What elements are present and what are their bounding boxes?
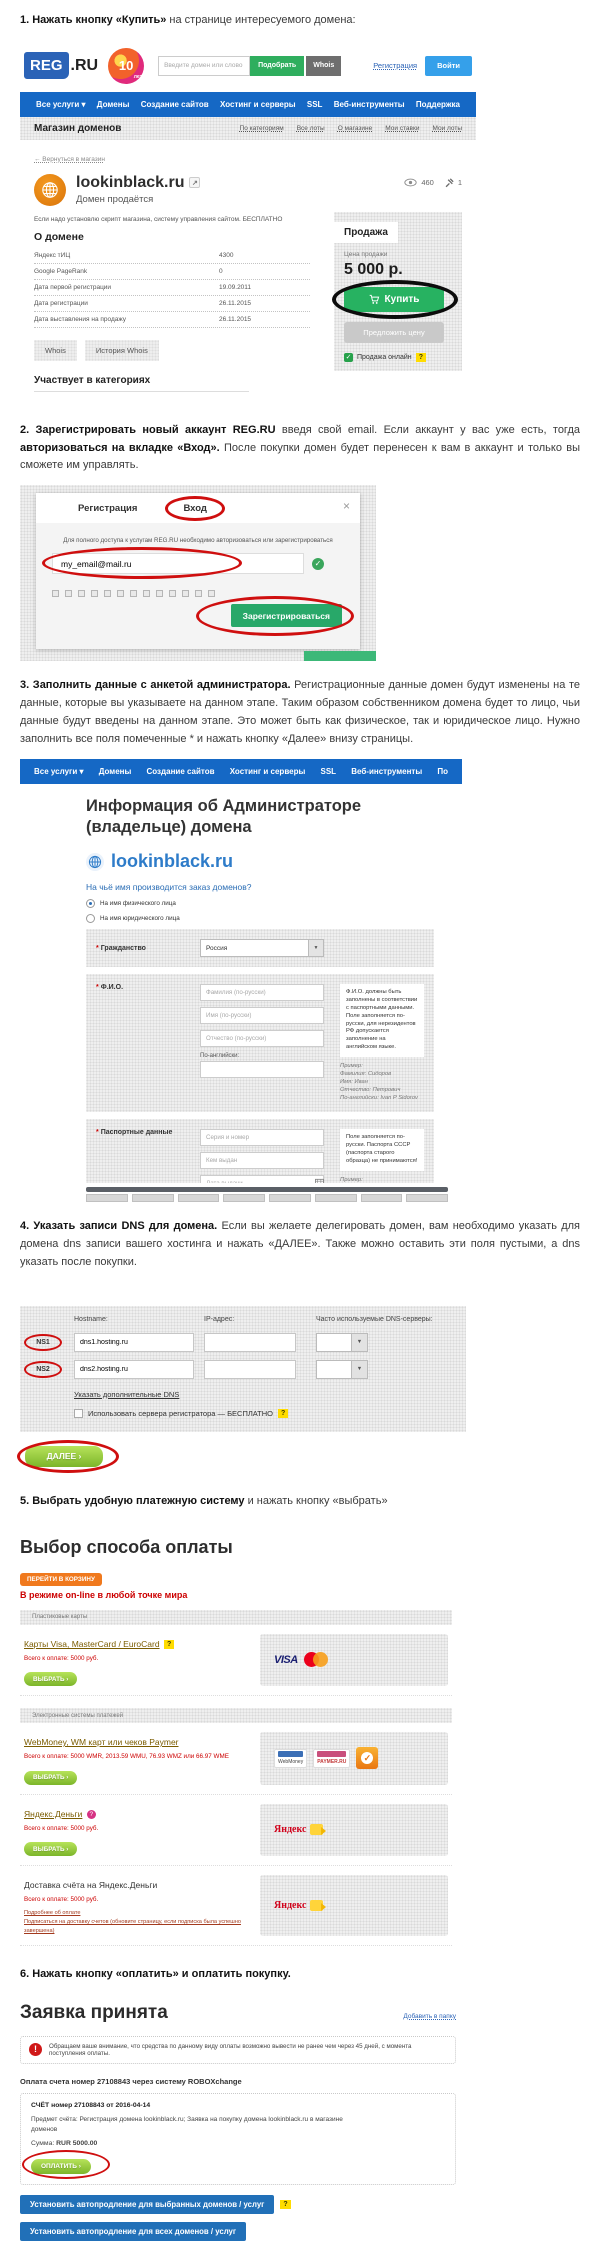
step2-bold1: 2. Зарегистрировать новый аккаунт REG.RU (20, 423, 276, 436)
breadcrumb (20, 140, 476, 168)
select-visa-button[interactable]: ВЫБРАТЬ › (24, 1672, 77, 1686)
domain-globe-icon (34, 174, 66, 206)
citizenship-label: Гражданство (100, 944, 146, 952)
next-button[interactable]: ДАЛЕЕ › (25, 1446, 103, 1467)
subscribe-invoices-link[interactable]: Подписаться на доставку счетов (обновите страницу, если подписка была успешно завершена) (24, 1919, 241, 1935)
anniversary-let: лет (133, 73, 143, 80)
payment-subtitle: В режиме on-line в любой точке мира (20, 1589, 188, 1600)
screenshot-register-modal (20, 485, 376, 661)
add-to-folder-link[interactable]: Добавить в папку (403, 2012, 456, 2020)
social-icon[interactable] (143, 590, 150, 597)
social-icon[interactable] (52, 590, 59, 597)
example-line: Фамилия: Сидоров (340, 1070, 392, 1077)
ns1-row (20, 1329, 466, 1356)
radio-individual-label: На имя физического лица (100, 900, 176, 908)
gavel-icon (444, 178, 454, 188)
step1-paragraph (20, 12, 580, 30)
payment-title: Выбор способа оплаты (20, 1536, 233, 1557)
domain-header (20, 168, 476, 208)
domain-search-input[interactable] (158, 56, 250, 76)
autorenew-selected-button[interactable]: Установить автопродление для выбранных доменов / услуг (20, 2195, 274, 2214)
sale-price: 5 000 р. (344, 260, 403, 278)
row-value: 26.11.2015 (219, 299, 252, 307)
step3-rest: Регистрационные данные домен будут изменены на те данные, которые вы указываете на данном этапе. Таким образом собственником домена будет то лицо, чьи данные будут введены на данном этапе. Это может быть как физическое, так и юридическое лицо. Нужно заполнить все поля помеченные * и нажать кнопку «Далее» внизу страницы. (20, 679, 580, 745)
auth-modal-body (36, 523, 360, 649)
main-nav (20, 92, 476, 117)
table-row (34, 312, 310, 328)
row-value: 0 (219, 267, 223, 275)
price-label: Цена продажи (344, 250, 388, 258)
nav-hosting[interactable]: Хостинг и серверы (219, 99, 296, 109)
yandex-money-method-link[interactable]: Яндекс.Деньги (24, 1808, 83, 1819)
login-button[interactable]: Войти (425, 56, 472, 76)
row-value: 19.09.2011 (219, 283, 252, 291)
yandex-logos (260, 1804, 448, 1857)
invoice-subject: Предмет счёта: Регистрация домена lookinblack.ru; Заявка на покупку домена lookinblack.ru в магазине доменов (31, 2115, 343, 2133)
buy-button-label: Купить (384, 293, 420, 305)
categories-title: Участвует в категориях (34, 375, 249, 392)
amount-value: RUR 5000.00 (56, 2140, 98, 2148)
auth-tabs (36, 493, 360, 523)
total-amount: Всего к оплате: 5000 руб. (24, 1896, 99, 1904)
horizontal-scrollbar[interactable] (86, 1187, 448, 1192)
table-row (34, 264, 310, 280)
checkmark-icon: ✓ (345, 353, 352, 361)
dns-column-headers (20, 1316, 466, 1329)
row-label: Google PageRank (34, 267, 88, 275)
social-icon[interactable] (182, 590, 189, 597)
valid-check-icon: ✓ (312, 558, 324, 570)
amount-label: Сумма: (31, 2140, 57, 2148)
webmoney-logo: WebMoney (274, 1749, 307, 1768)
regru-logo-ru: .RU (70, 56, 99, 74)
row-value: 4300 (219, 251, 234, 259)
step4-bold: 4. Указать записи DNS для домена. (20, 1220, 218, 1233)
auth-note: Для полного доступа к услугам REG.RU необходимо авторизоваться или зарегистрироваться (63, 537, 333, 545)
step2-paragraph (20, 422, 580, 475)
step5-rest: и нажать кнопку «выбрать» (244, 1494, 388, 1507)
total-amount: Всего к оплате: 5000 руб. (24, 1654, 99, 1662)
about-domain-title: О домене (34, 230, 84, 243)
step2-rest: После покупки домен будет перенесен к вам в аккаунт и только вы сможете им управлять. (20, 441, 580, 472)
social-icon[interactable] (104, 590, 111, 597)
passport-issued-field[interactable] (200, 1152, 324, 1169)
citizenship-value: Россия (206, 944, 228, 952)
total-amount: Всего к оплате: 5000 WMR, 2013.59 WMU, 76.93 WMZ или 66.97 WME (24, 1753, 229, 1761)
yandex-logo: Яндекс (274, 1900, 323, 1911)
required-mark: * (96, 944, 99, 952)
wallet-icon (310, 1824, 323, 1835)
fio-panel (86, 974, 434, 1112)
webmoney-method-link[interactable]: WebMoney, WM карт или чеков Paymer (24, 1737, 179, 1748)
nav-site-creation[interactable]: Создание сайтов (146, 766, 215, 776)
admin-form-title: Информация об Администраторе (владельце) домена (86, 796, 362, 836)
step3-paragraph (20, 677, 580, 748)
buy-button[interactable] (344, 287, 444, 312)
citizenship-panel (86, 929, 434, 967)
example-line: Отчество: Петрович (340, 1087, 401, 1094)
autorenew-all-button[interactable]: Установить автопродление для всех доменов / услуг (20, 2222, 246, 2241)
email-field[interactable] (52, 553, 304, 574)
domain-name: lookinblack.ru (111, 851, 234, 872)
screenshot-dns-form (20, 1306, 466, 1432)
required-mark: * (96, 1129, 99, 1137)
shop-link-all-lots[interactable]: Все лоты (296, 124, 325, 132)
select-webmoney-button[interactable]: ВЫБРАТЬ › (24, 1771, 77, 1785)
nav-support-cut[interactable]: По (437, 766, 448, 776)
regru-logo-reg: REG (24, 52, 69, 79)
anniversary-badge (108, 48, 144, 84)
step4-paragraph (20, 1218, 580, 1271)
ns2-hostname-field[interactable] (74, 1360, 194, 1379)
offer-price-button[interactable]: Предложить цену (344, 322, 444, 343)
tab-login-label: Вход (183, 502, 207, 514)
shop-subnav (20, 117, 476, 140)
row-label: Яндекс тИЦ (34, 251, 71, 259)
add-dns-link[interactable]: Указать дополнительные DNS (74, 1389, 180, 1399)
auth-modal (36, 493, 360, 649)
anniversary-years: 10 (118, 58, 134, 74)
shop-title: Магазин доменов (34, 122, 122, 134)
use-registrar-checkbox[interactable] (74, 1409, 83, 1418)
webmoney-logos (260, 1732, 448, 1785)
common-dns-column-label: Часто используемые DNS-серверы: (316, 1315, 433, 1323)
social-icon[interactable] (169, 590, 176, 597)
regru-logo[interactable] (24, 52, 98, 79)
whois-header-button[interactable]: Whois (306, 56, 341, 76)
ns2-ip-field[interactable] (204, 1360, 296, 1379)
social-icon[interactable] (65, 590, 72, 597)
screenshot-domain-page (20, 40, 476, 392)
screenshot-admin-form (20, 759, 462, 1203)
about-domain-table (34, 248, 310, 328)
passport-label: Паспортные данные (100, 1129, 173, 1137)
payment-group-cards (20, 1610, 452, 1697)
payment-row-yandex-money (20, 1795, 452, 1867)
citizenship-select[interactable] (200, 939, 324, 957)
passport-help-text: Поле заполняется по-русски. Паспорта СССР (паспорта старого образца) не принимаются! (340, 1129, 424, 1170)
social-icon[interactable] (78, 590, 85, 597)
radio-legal-entity[interactable] (86, 914, 95, 923)
row-label: Дата первой регистрации (34, 283, 112, 291)
bids-count: 1 (457, 178, 462, 188)
ns2-common-select[interactable] (316, 1360, 368, 1379)
step5-bold: 5. Выбрать удобную платежную систему (20, 1494, 245, 1507)
help-question-badge[interactable]: ? (280, 2200, 290, 2209)
nav-all-services[interactable]: Все услуги ▾ (36, 99, 86, 109)
site-header (20, 40, 476, 92)
nav-domains[interactable]: Домены (96, 99, 130, 109)
tab-login[interactable] (183, 503, 207, 514)
warning-text: Обращаем ваше внимание, что средства по данному виду оплаты возможно вывести не ранее чем через 45 дней, с момента поступления оплаты. (49, 2042, 412, 2057)
sale-tab[interactable]: Продажа (334, 222, 398, 243)
step4-rest: Если вы желаете делегировать домен, вам необходимо указать для домена dns записи вашего хостинга и нажать «ДАЛЕЕ». Также можно оставить эти поля пустыми, а dns указать после покупки. (20, 1220, 580, 1269)
visa-logo: VISA (274, 1653, 298, 1666)
nav-site-creation[interactable]: Создание сайтов (140, 99, 209, 109)
english-label: По-английски: (200, 1053, 240, 1060)
payment-group-electronic (20, 1708, 452, 1946)
calendar-icon[interactable] (315, 1178, 324, 1183)
invoice-delivery-title: Доставка счёта на Яндекс.Деньги (24, 1880, 158, 1891)
help-question-badge[interactable]: ? (278, 1409, 288, 1418)
ns2-row (20, 1356, 466, 1383)
yandex-logo: Яндекс (274, 1824, 323, 1835)
payment-row-invoice-delivery (20, 1866, 452, 1946)
paymer-logo: PAYMER.RU (313, 1749, 350, 1768)
registration-link[interactable]: Регистрация (373, 61, 418, 71)
nav-ssl[interactable]: SSL (320, 766, 337, 776)
payment-row-visa (20, 1625, 452, 1697)
fio-label: Ф.И.О. (100, 984, 124, 992)
payment-row-webmoney (20, 1723, 452, 1795)
payment-system-line: Оплата счета номер 27108843 через систему ROBOXchange (20, 2076, 242, 2086)
tab-registration[interactable]: Регистрация (78, 502, 138, 514)
help-question-badge[interactable]: ? (164, 1640, 174, 1649)
step6-bold: 6. Нажать кнопку «оплатить» и оплатить покупку. (20, 1967, 291, 1980)
group-header-electronic: Электронные системы платежей (20, 1708, 452, 1723)
pay-button[interactable]: ОПЛАТИТЬ › (31, 2159, 91, 2174)
row-label: Дата выставления на продажу (34, 315, 127, 323)
eye-icon (404, 178, 417, 187)
step1-bold: 1. Нажать кнопку «Купить» (20, 14, 167, 26)
invoice-box (20, 2093, 456, 2186)
pick-domain-button[interactable]: Подобрать (250, 56, 304, 76)
payment-details-link[interactable]: Подробнее об оплате (24, 1910, 81, 1917)
sale-sidebar (334, 212, 462, 392)
fio-help-text: Ф.И.О. должны быть заполнены в соответствии с паспортными данными. Поле заполняется по-русски, для нерезидентов РФ допускается заполнение на английском языке. (340, 984, 424, 1057)
radio-legal-entity-label: На имя юридического лица (100, 915, 180, 923)
ns2-label: NS2 (28, 1364, 58, 1375)
social-icon[interactable] (195, 590, 202, 597)
visa-method-link[interactable]: Карты Visa, MasterCard / EuroCard (24, 1638, 160, 1649)
register-button[interactable]: Зарегистрироваться (231, 604, 342, 627)
passport-series-field[interactable] (200, 1129, 324, 1146)
step2-mid: введя свой email. Если аккаунт у вас уже есть, тогда (275, 423, 580, 436)
domain-names (76, 174, 200, 205)
sale-online-label: Продажа онлайн (357, 353, 412, 361)
social-icon[interactable] (117, 590, 124, 597)
wallet-icon (310, 1900, 323, 1911)
help-pink-badge[interactable]: ? (87, 1810, 96, 1819)
row-value: 26.11.2015 (219, 315, 252, 323)
example-line: По-английски: Ivan P Sidorov (340, 1095, 418, 1102)
chevron-down-icon: ▼ (351, 1334, 367, 1351)
domain-name: lookinblack.ru (76, 173, 185, 191)
back-to-shop-link[interactable]: ← Вернуться в магазин (34, 155, 105, 163)
instruction-page (0, 12, 600, 2241)
shop-subnav-links (240, 125, 462, 132)
hostname-column-label: Hostname: (74, 1315, 108, 1323)
seller-promo-text: Если надо установлю скрипт магазина, систему управления сайтом. БЕСПЛАТНО (34, 215, 283, 223)
yandex-logos (260, 1875, 448, 1936)
nav-domains[interactable]: Домены (98, 766, 132, 776)
ns1-common-select[interactable] (316, 1333, 368, 1352)
cut-off-content (86, 1194, 448, 1202)
nav-all-services[interactable]: Все услуги ▾ (34, 766, 84, 776)
row-label: Дата регистрации (34, 299, 88, 307)
header-account-area (373, 56, 472, 76)
ip-column-label: IP-адрес: (204, 1315, 235, 1323)
nav-webtools[interactable]: Веб-инструменты (351, 766, 423, 776)
group-header-cards: Пластиковые карты (20, 1610, 452, 1625)
domain-globe-icon (86, 853, 104, 871)
views-count: 460 (421, 178, 434, 188)
whois-history-button[interactable]: История Whois (85, 340, 159, 361)
go-to-cart-button[interactable]: ПЕРЕЙТИ В КОРЗИНУ (20, 1573, 102, 1586)
radio-individual[interactable] (86, 899, 95, 908)
chevron-down-icon: ▼ (308, 940, 323, 956)
domain-status: Домен продаётся (76, 193, 154, 205)
close-icon[interactable]: × (342, 499, 350, 514)
whois-button[interactable]: Whois (34, 340, 77, 361)
guarantee-badge-icon: ✓ (356, 1747, 378, 1769)
required-mark: * (96, 984, 99, 992)
help-question-badge[interactable]: ? (416, 353, 426, 362)
firstname-field[interactable] (200, 1007, 324, 1024)
nav-support[interactable]: Поддержка (415, 99, 460, 109)
lastname-field[interactable] (200, 984, 324, 1001)
shop-link-my-lots[interactable]: Мои лоты (432, 124, 462, 132)
nav-ssl[interactable]: SSL (306, 99, 323, 109)
total-amount: Всего к оплате: 5000 руб. (24, 1824, 99, 1832)
chevron-down-icon: ▼ (351, 1361, 367, 1378)
step5-paragraph (20, 1493, 580, 1511)
example-label: Пример: (340, 1176, 363, 1183)
warning-icon: ! (29, 2043, 42, 2056)
table-row (34, 248, 310, 264)
social-login-icons (52, 590, 344, 597)
social-icon[interactable] (130, 590, 137, 597)
warning-box (20, 2036, 456, 2064)
background-page-fragment (304, 651, 376, 661)
step3-bold: 3. Заполнить данные с анкетой администратора. (20, 679, 291, 692)
ns1-label: NS1 (28, 1337, 58, 1348)
invoice-number: СЧЁТ номер 27108843 от 2016-04-14 (31, 2101, 151, 2109)
cart-icon (369, 294, 380, 305)
use-registrar-label: Использовать сервера регистратора — БЕСПЛАТНО (88, 1408, 274, 1418)
mastercard-logo (304, 1652, 328, 1667)
social-icon[interactable] (208, 590, 215, 597)
ns1-hostname-field[interactable] (74, 1333, 194, 1352)
passport-date-field[interactable] (200, 1175, 324, 1183)
domain-stats (404, 178, 462, 188)
step1-rest: на странице интересуемого домена: (166, 14, 356, 26)
example-line: Имя: Иван (340, 1079, 368, 1086)
step6-paragraph (20, 1966, 580, 1984)
middlename-field[interactable] (200, 1030, 324, 1047)
shop-link-about[interactable]: О магазине (337, 124, 373, 132)
visa-logos (260, 1634, 448, 1687)
shop-link-categories[interactable]: По категориям (239, 124, 284, 132)
step2-bold2: авторизоваться на вкладке «Вход». (20, 441, 220, 454)
ns1-ip-field[interactable] (204, 1333, 296, 1352)
table-row (34, 280, 310, 296)
nav-webtools[interactable]: Веб-инструменты (333, 99, 405, 109)
select-yandex-button[interactable]: ВЫБРАТЬ › (24, 1842, 77, 1856)
table-row (34, 296, 310, 312)
owner-question: На чьё имя производится заказ доменов? (86, 882, 252, 893)
passport-panel (86, 1119, 434, 1183)
invoice-title: Заявка принята (20, 2001, 168, 2023)
english-name-field[interactable] (200, 1061, 324, 1078)
social-icon[interactable] (91, 590, 98, 597)
external-link-icon[interactable]: ↗ (189, 177, 200, 188)
main-nav (20, 759, 462, 784)
domain-info-column (34, 212, 310, 392)
example-label: Пример: (340, 1062, 363, 1069)
domain-search (158, 56, 341, 76)
social-icon[interactable] (156, 590, 163, 597)
nav-hosting[interactable]: Хостинг и серверы (229, 766, 306, 776)
screenshot-invoice-page (20, 2002, 456, 2242)
shop-link-my-bids[interactable]: Мои ставки (385, 124, 420, 132)
